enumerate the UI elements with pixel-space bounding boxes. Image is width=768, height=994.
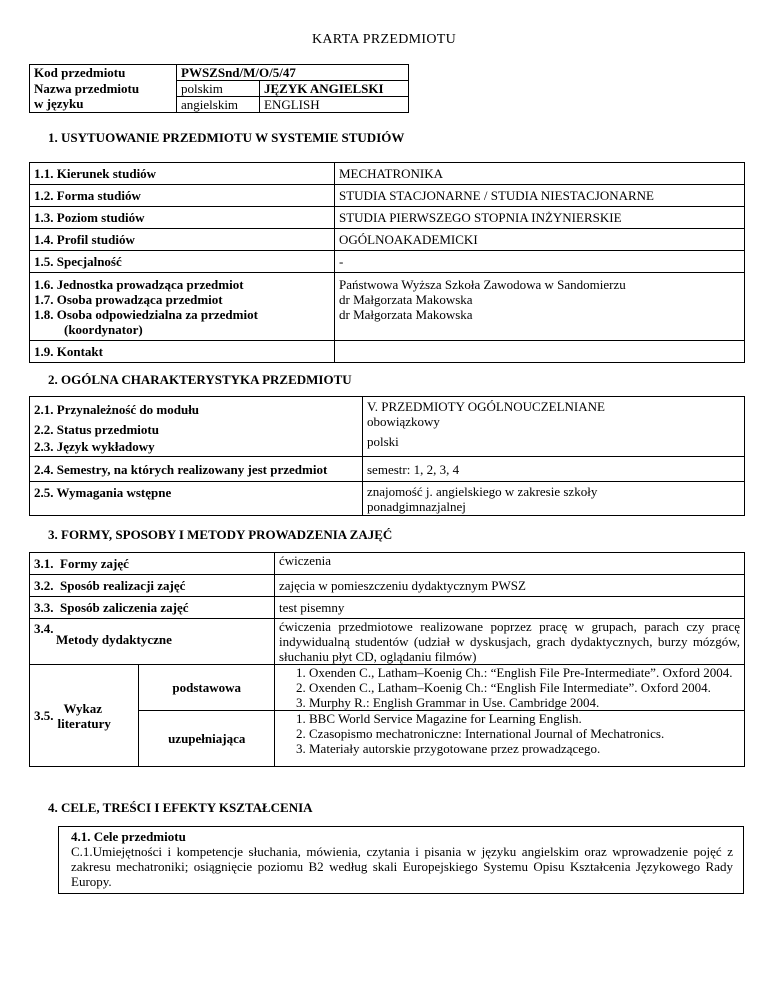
s1-label-2: 1.2. Forma studiów <box>30 185 335 207</box>
s3-row2-label: 3.2. Sposób realizacji zajęć <box>30 575 275 597</box>
section3-heading: 3. FORMY, SPOSOBY I METODY PROWADZENIA ZAJĘĆ <box>48 527 393 542</box>
s1-label-1: 1.1. Kierunek studiów <box>30 163 335 185</box>
s1-value-4: OGÓLNOAKADEMICKI <box>335 229 745 251</box>
s3-podstawowa-list <box>275 665 745 711</box>
name-pl-value: JĘZYK ANGIELSKI <box>260 81 409 97</box>
uzupelniajaca-item: 1. BBC World Service Magazine for Learning English. <box>309 711 740 726</box>
section2-table <box>29 396 745 516</box>
s4-cele-text: C.1.Umiejętności i kompetencje słuchania, mówienia, czytania i pisania w języku angielskim oraz wprowadzenie pojęć z zakresu mechatroniki; osiągnięcie poziomu B2 według skali Europejskiego Systemu Opisu Kształcenia Językowego Rady Europy. <box>71 844 733 889</box>
s2-semestry-value: semestr: 1, 2, 3, 4 <box>363 457 745 482</box>
lang-pl-label: polskim <box>177 81 260 97</box>
kod-label: Kod przedmiotu <box>30 65 177 81</box>
s3-row1-label: 3.1. Formy zajęć <box>30 553 275 575</box>
s1-value-2: STUDIA STACJONARNE / STUDIA NIESTACJONARNE <box>335 185 745 207</box>
s3-row3-value: test pisemny <box>275 597 745 619</box>
s3-row1-value: ćwiczenia <box>275 553 745 575</box>
page-title: KARTA PRZEDMIOTU <box>311 32 456 47</box>
s2-wymagania-label: 2.5. Wymagania wstępne <box>30 482 363 516</box>
section1-heading: 1. USYTUOWANIE PRZEDMIOTU W SYSTEMIE STUDIÓW <box>48 130 405 145</box>
s2-labels-group: 2.1. Przynależność do modułu 2.2. Status przedmiotu 2.3. Język wykładowy <box>30 397 363 457</box>
name-en-value: ENGLISH <box>260 97 409 113</box>
s3-uzupelniajaca-label: uzupełniająca <box>139 711 275 767</box>
s3-row4-label: 3.4. Metody dydaktyczne <box>30 619 275 665</box>
s1-value-5: - <box>335 251 745 273</box>
s3-row2-value: zajęcia w pomieszczeniu dydaktycznym PWSZ <box>275 575 745 597</box>
s1-value-3: STUDIA PIERWSZEGO STOPNIA INŻYNIERSKIE <box>335 207 745 229</box>
podstawowa-item: 3. Murphy R.: English Grammar in Use. Cambridge 2004. <box>309 695 742 710</box>
nazwa-label: Nazwa przedmiotu w języku <box>30 81 177 113</box>
s3-uzupelniajaca-list <box>275 711 745 767</box>
uzupelniajaca-item: 3. Materiały autorskie przygotowane przez prowadzącego. <box>309 741 740 756</box>
podstawowa-item: 2. Oxenden C., Latham–Koenig Ch.: “English File Intermediate”. Oxford 2004. <box>309 680 742 695</box>
section1-table <box>29 162 745 363</box>
lang-en-label: angielskim <box>177 97 260 113</box>
s2-semestry-label: 2.4. Semestry, na których realizowany jest przedmiot <box>30 457 363 482</box>
s1-value-1: MECHATRONIKA <box>335 163 745 185</box>
section4-table <box>58 826 744 894</box>
s1-group-labels: 1.6. Jednostka prowadząca przedmiot 1.7. Osoba prowadząca przedmiot 1.8. Osoba odpowiedzialna za przedmiot (koordynator) <box>30 273 335 341</box>
s3-row3-label: 3.3. Sposób zaliczenia zajęć <box>30 597 275 619</box>
s1-label-5: 1.5. Specjalność <box>30 251 335 273</box>
s3-row4-value: ćwiczenia przedmiotowe realizowane poprzez pracę w grupach, parach czy pracę indywidualną studentów (udział w dyskusjach, grach dydaktycznych, burzy mózgów, słuchaniu płyt CD, oglądaniu filmów) <box>275 619 745 665</box>
s1-kontakt-label: 1.9. Kontakt <box>30 341 335 363</box>
s1-group-values: Państwowa Wyższa Szkoła Zawodowa w Sandomierzu dr Małgorzata Makowska dr Małgorzata Makowska <box>335 273 745 341</box>
section4-heading: 4. CELE, TREŚCI I EFEKTY KSZTAŁCENIA <box>48 800 313 815</box>
s3-podstawowa-label: podstawowa <box>139 665 275 711</box>
s2-wymagania-value: znajomość j. angielskiego w zakresie szkoły ponadgimnazjalnej <box>363 482 745 516</box>
header-table <box>29 64 409 113</box>
s4-cele-cell <box>59 827 744 894</box>
podstawowa-item: 1. Oxenden C., Latham–Koenig Ch.: “English File Pre-Intermediate”. Oxford 2004. <box>309 665 742 680</box>
s2-values-group: V. PRZEDMIOTY OGÓLNOUCZELNIANE obowiązkowy polski <box>363 397 745 457</box>
s3-row5-label: 3.5. Wykaz literatury <box>30 665 139 767</box>
section3-table <box>29 552 745 767</box>
uzupelniajaca-item: 2. Czasopismo mechatroniczne: International Journal of Mechatronics. <box>309 726 740 741</box>
s1-label-3: 1.3. Poziom studiów <box>30 207 335 229</box>
s1-kontakt-value <box>335 341 745 363</box>
s1-label-4: 1.4. Profil studiów <box>30 229 335 251</box>
s4-cele-heading: 4.1. Cele przedmiotu <box>71 829 186 844</box>
kod-value: PWSZSnd/M/O/5/47 <box>177 65 409 81</box>
section2-heading: 2. OGÓLNA CHARAKTERYSTYKA PRZEDMIOTU <box>48 372 352 387</box>
